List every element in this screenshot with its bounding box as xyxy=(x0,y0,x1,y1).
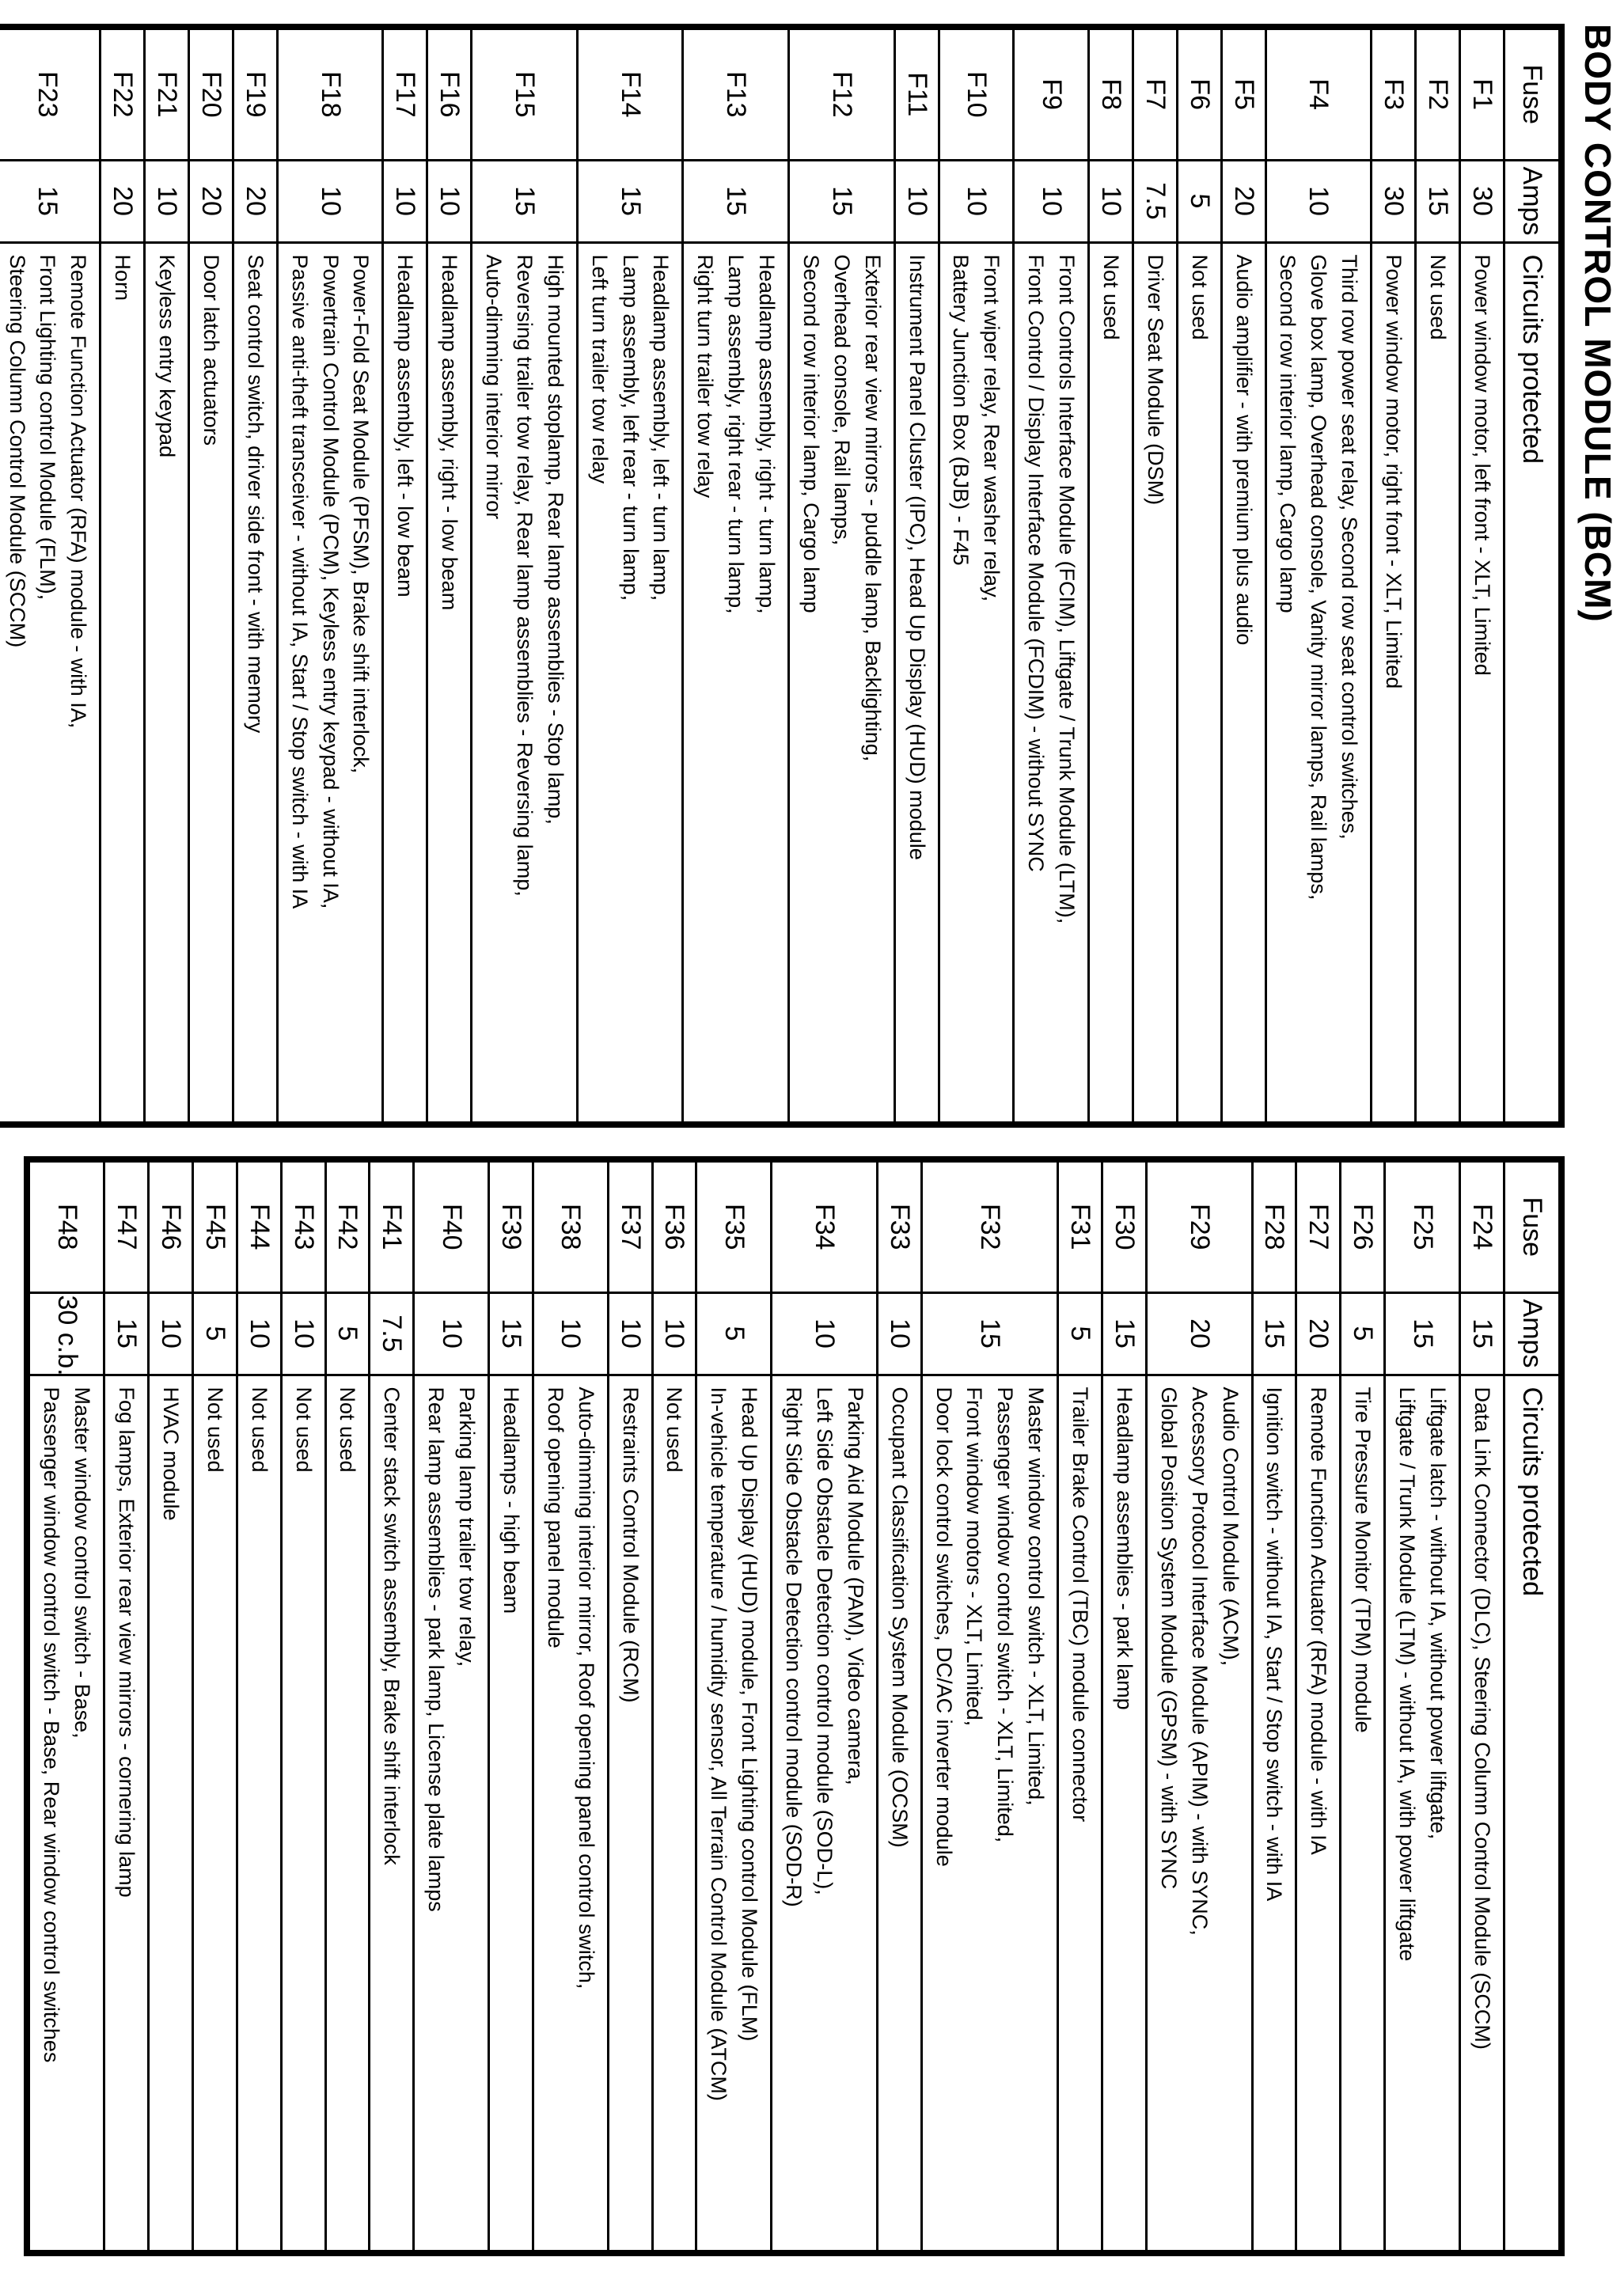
circuits-cell xyxy=(789,242,895,1125)
circuit-line: Powertrain Control Module (PCM), Keyless entry keypad - without IA, xyxy=(318,254,343,909)
circuit-line: Right Side Obstacle Detection control module (SOD-R) xyxy=(782,1386,806,1907)
amps-cell: 15 xyxy=(1102,1292,1147,1375)
amps-cell: 10 xyxy=(608,1292,652,1375)
table-row xyxy=(921,1159,1058,2253)
amps-cell: 7.5 xyxy=(1133,160,1177,242)
fuse-cell: F25 xyxy=(1385,1159,1460,1292)
circuit-line: Remote Function Actuator (RFA) module - with IA xyxy=(1307,1386,1331,1855)
table-row xyxy=(608,1159,652,2253)
circuit-line: Master window control switch - XLT, Limited, xyxy=(1024,1386,1049,1806)
fuse-cell: F38 xyxy=(533,1159,608,1292)
amps-cell: 10 xyxy=(894,160,939,242)
table-row xyxy=(237,1159,281,2253)
circuits-cell xyxy=(27,1375,104,2253)
table-row xyxy=(189,27,233,1125)
circuits-cell xyxy=(1265,242,1372,1125)
circuits-column-header: Circuits protected xyxy=(1504,1375,1561,2253)
table-row xyxy=(1252,1159,1296,2253)
amps-cell: 15 xyxy=(789,160,895,242)
circuit-line: Power window motor, right front - XLT, Limited xyxy=(1382,254,1406,689)
circuits-cell xyxy=(772,1375,878,2253)
circuit-line: Audio Control Module (ACM), xyxy=(1218,1386,1243,1667)
circuit-line: HVAC module xyxy=(158,1386,183,1521)
fuse-cell: F36 xyxy=(652,1159,696,1292)
fuse-cell: F26 xyxy=(1341,1159,1385,1292)
circuit-line: Front window motors - XLT, Limited, xyxy=(962,1386,987,1727)
fuse-cell: F43 xyxy=(281,1159,325,1292)
circuit-line: Ignition switch - without IA, Start / Stop switch - with IA xyxy=(1262,1386,1287,1902)
fuse-cell: F22 xyxy=(101,27,145,160)
circuits-cell xyxy=(696,1375,772,2253)
fuse-cell: F19 xyxy=(233,27,277,160)
circuit-line: Battery Junction Box (BJB) - F45 xyxy=(949,254,973,566)
circuit-line: Front Controls Interface Module (FCIM), Liftgate / Trunk Module (LTM), xyxy=(1055,254,1080,924)
table-row xyxy=(383,27,427,1125)
table-row xyxy=(1341,1159,1385,2253)
circuits-cell xyxy=(608,1375,652,2253)
circuit-line: Global Position System Module (GPSM) - with SYNC xyxy=(1156,1386,1181,1890)
circuit-line: Fog lamps, Exterior rear view mirrors - cornering lamp xyxy=(115,1386,139,1898)
amps-cell: 10 xyxy=(652,1292,696,1375)
circuits-cell xyxy=(1014,242,1089,1125)
circuits-cell xyxy=(472,242,578,1125)
table-row xyxy=(1385,1159,1460,2253)
amps-cell: 7.5 xyxy=(370,1292,414,1375)
amps-cell: 15 xyxy=(0,160,101,242)
amps-cell: 10 xyxy=(877,1292,921,1375)
circuit-line: Center stack switch assembly, Brake shift interlock xyxy=(380,1386,404,1865)
circuit-line: Second row interior lamp, Cargo lamp xyxy=(799,254,823,613)
circuits-cell xyxy=(577,242,683,1125)
amps-cell: 5 xyxy=(325,1292,370,1375)
fuse-cell: F47 xyxy=(104,1159,149,1292)
fuse-cell: F20 xyxy=(189,27,233,160)
circuit-line: Liftgate / Trunk Module (LTM) - without IA, with power liftgate xyxy=(1395,1386,1420,1962)
amps-cell: 15 xyxy=(104,1292,149,1375)
circuits-cell xyxy=(1221,242,1265,1125)
circuit-line: Passenger window control switch - Base, Rear window control switches xyxy=(40,1386,64,2063)
circuits-cell xyxy=(104,1375,149,2253)
table-row xyxy=(27,1159,104,2253)
fuse-cell: F34 xyxy=(772,1159,878,1292)
circuit-line: Front Control / Display Interface Module (FCDIM) - without SYNC xyxy=(1024,254,1049,872)
amps-cell: 20 xyxy=(189,160,233,242)
amps-column-header: Amps xyxy=(1504,160,1561,242)
table-row xyxy=(0,27,101,1125)
amps-cell: 10 xyxy=(383,160,427,242)
amps-cell: 5 xyxy=(1058,1292,1102,1375)
circuits-cell xyxy=(1372,242,1416,1125)
circuit-line: In-vehicle temperature / humidity sensor, All Terrain Control Module (ATCM) xyxy=(707,1386,731,2101)
fuse-column-header: Fuse xyxy=(1504,27,1561,160)
circuit-line: Passenger window control switch - XLT, Limited, xyxy=(993,1386,1018,1843)
circuit-line: Steering Column Control Module (SCCM) xyxy=(5,254,29,648)
amps-cell: 20 xyxy=(1146,1292,1252,1375)
fuse-cell: F18 xyxy=(277,27,383,160)
page-title: BODY CONTROL MODULE (BCM) xyxy=(1577,24,1618,623)
amps-cell: 10 xyxy=(145,160,189,242)
fuse-cell: F46 xyxy=(149,1159,193,1292)
fuse-cell: F44 xyxy=(237,1159,281,1292)
circuit-line: Data Link Connector (DLC), Steering Column Control Module (SCCM) xyxy=(1470,1386,1494,2050)
table-row xyxy=(277,27,383,1125)
circuit-line: Overhead console, Rail lamps, xyxy=(829,254,854,546)
fuse-cell: F39 xyxy=(489,1159,533,1292)
circuits-cell xyxy=(281,1375,325,2253)
fuse-cell: F13 xyxy=(683,27,789,160)
circuit-line: Seat control switch, driver side front - with memory xyxy=(243,254,268,734)
fuse-cell: F2 xyxy=(1416,27,1460,160)
table-row xyxy=(104,1159,149,2253)
circuits-cell xyxy=(877,1375,921,2253)
amps-cell: 15 xyxy=(1385,1292,1460,1375)
circuit-line: Right turn trailer tow relay xyxy=(693,254,718,499)
fuse-cell: F7 xyxy=(1133,27,1177,160)
table-row xyxy=(325,1159,370,2253)
circuits-cell xyxy=(894,242,939,1125)
amps-cell: 10 xyxy=(1089,160,1133,242)
table-row xyxy=(414,1159,489,2253)
circuits-cell xyxy=(149,1375,193,2253)
fuse-cell: F12 xyxy=(789,27,895,160)
fuse-cell: F30 xyxy=(1102,1159,1147,1292)
circuit-line: Not used xyxy=(662,1386,687,1473)
circuit-line: Not used xyxy=(1187,254,1212,340)
circuits-cell xyxy=(1177,242,1221,1125)
circuits-cell xyxy=(1459,242,1504,1125)
circuits-column-header: Circuits protected xyxy=(1504,242,1561,1125)
circuit-line: Occupant Classification System Module (OCSM) xyxy=(887,1386,912,1848)
table-row xyxy=(533,1159,608,2253)
fuse-cell: F11 xyxy=(894,27,939,160)
circuit-line: Driver Seat Module (DSM) xyxy=(1143,254,1167,506)
circuit-line: Power-Fold Seat Module (PFSM), Brake shift interlock, xyxy=(349,254,374,774)
fuse-cell: F21 xyxy=(145,27,189,160)
table-row xyxy=(789,27,895,1125)
circuits-cell xyxy=(277,242,383,1125)
circuit-line: Left Side Obstacle Detection control module (SOD-L), xyxy=(812,1386,837,1895)
amps-cell: 20 xyxy=(101,160,145,242)
table-row xyxy=(101,27,145,1125)
fuse-cell: F37 xyxy=(608,1159,652,1292)
circuit-line: Second row interior lamp, Cargo lamp xyxy=(1276,254,1300,613)
table-row xyxy=(1014,27,1089,1125)
table-row xyxy=(772,1159,878,2253)
table-row xyxy=(233,27,277,1125)
amps-cell: 15 xyxy=(472,160,578,242)
fuse-cell: F16 xyxy=(427,27,472,160)
circuits-cell xyxy=(383,242,427,1125)
table-row xyxy=(1133,27,1177,1125)
circuits-cell xyxy=(683,242,789,1125)
fuse-table-1 xyxy=(0,24,1565,1128)
fuse-cell: F8 xyxy=(1089,27,1133,160)
circuits-cell xyxy=(1089,242,1133,1125)
circuit-line: Exterior rear view mirrors - puddle lamp, Backlighting, xyxy=(860,254,885,762)
circuit-line: Lamp assembly, left rear - turn lamp, xyxy=(618,254,643,601)
table-row xyxy=(1416,27,1460,1125)
circuit-line: Not used xyxy=(247,1386,271,1473)
circuit-line: Horn xyxy=(111,254,135,302)
circuit-line: Head Up Display (HUD) module, Front Lighting control Module (FLM) xyxy=(738,1386,762,2042)
circuit-line: Not used xyxy=(291,1386,316,1473)
fuse-cell: F40 xyxy=(414,1159,489,1292)
circuits-cell xyxy=(1341,1375,1385,2253)
table-row xyxy=(1221,27,1265,1125)
amps-cell: 5 xyxy=(192,1292,237,1375)
fuse-cell: F32 xyxy=(921,1159,1058,1292)
table-row xyxy=(577,27,683,1125)
circuit-line: Audio amplifier - with premium plus audio xyxy=(1231,254,1256,646)
circuit-line: Glove box lamp, Overhead console, Vanity mirror lamps, Rail lamps, xyxy=(1307,254,1331,901)
circuit-line: Lamp assembly, right rear - turn lamp, xyxy=(724,254,749,614)
circuits-cell xyxy=(533,1375,608,2253)
amps-cell: 10 xyxy=(939,160,1014,242)
circuits-cell xyxy=(414,1375,489,2253)
amps-cell: 10 xyxy=(237,1292,281,1375)
fuse-cell: F10 xyxy=(939,27,1014,160)
amps-cell: 30 xyxy=(1459,160,1504,242)
circuit-line: Liftgate latch - without IA, without power liftgate, xyxy=(1425,1386,1450,1840)
table-row xyxy=(696,1159,772,2253)
fuse-cell: F4 xyxy=(1265,27,1372,160)
circuit-line: Headlamp assembly, right - turn lamp, xyxy=(755,254,780,614)
circuit-line: Restraints Control Module (RCM) xyxy=(618,1386,643,1703)
table-header-row xyxy=(1504,1159,1561,2253)
amps-cell: 20 xyxy=(1296,1292,1341,1375)
fuse-cell: F48 xyxy=(27,1159,104,1292)
fuse-cell: F9 xyxy=(1014,27,1089,160)
circuits-cell xyxy=(1296,1375,1341,2253)
amps-cell: 15 xyxy=(489,1292,533,1375)
circuit-line: Instrument Panel Cluster (IPC), Head Up Display (HUD) module xyxy=(905,254,929,860)
amps-cell: 15 xyxy=(1459,1292,1504,1375)
circuit-line: Parking lamp trailer tow relay, xyxy=(455,1386,480,1667)
table-row xyxy=(1177,27,1221,1125)
circuit-line: Roof opening panel module xyxy=(543,1386,567,1648)
circuit-line: Parking Aid Module (PAM), Video camera, xyxy=(843,1386,867,1785)
circuits-cell xyxy=(652,1375,696,2253)
amps-cell: 15 xyxy=(921,1292,1058,1375)
table-row xyxy=(877,1159,921,2253)
table-row xyxy=(1102,1159,1147,2253)
circuit-line: Master window control switch - Base, xyxy=(70,1386,95,1739)
circuits-cell xyxy=(427,242,472,1125)
table-row xyxy=(149,1159,193,2253)
circuit-line: Accessory Protocol Interface Module (APIM) - with SYNC, xyxy=(1187,1386,1212,1936)
fuse-column-header: Fuse xyxy=(1504,1159,1561,1292)
fuse-cell: F31 xyxy=(1058,1159,1102,1292)
amps-cell: 5 xyxy=(1341,1292,1385,1375)
circuit-line: Headlamp assembly, left - turn lamp, xyxy=(649,254,674,601)
circuit-line: Remote Function Actuator (RFA) module - with IA, xyxy=(66,254,91,729)
circuit-line: Power window motor, left front - XLT, Limited xyxy=(1470,254,1494,676)
fuse-cell: F14 xyxy=(577,27,683,160)
amps-cell: 5 xyxy=(696,1292,772,1375)
circuit-line: Not used xyxy=(1098,254,1123,340)
circuits-cell xyxy=(237,1375,281,2253)
circuits-cell xyxy=(192,1375,237,2253)
circuits-cell xyxy=(325,1375,370,2253)
amps-column-header: Amps xyxy=(1504,1292,1561,1375)
amps-cell: 10 xyxy=(281,1292,325,1375)
fuse-cell: F41 xyxy=(370,1159,414,1292)
circuit-line: Keyless entry keypad xyxy=(155,254,180,458)
amps-cell: 10 xyxy=(533,1292,608,1375)
fuse-cell: F28 xyxy=(1252,1159,1296,1292)
amps-cell: 15 xyxy=(683,160,789,242)
circuit-line: Not used xyxy=(336,1386,360,1473)
circuits-cell xyxy=(370,1375,414,2253)
amps-cell: 30 xyxy=(1372,160,1416,242)
table-row xyxy=(1459,1159,1504,2253)
table-row xyxy=(472,27,578,1125)
amps-cell: 20 xyxy=(233,160,277,242)
amps-cell: 10 xyxy=(1265,160,1372,242)
circuits-cell xyxy=(1252,1375,1296,2253)
table-row xyxy=(145,27,189,1125)
table-row xyxy=(1058,1159,1102,2253)
amps-cell: 10 xyxy=(277,160,383,242)
circuits-cell xyxy=(189,242,233,1125)
circuits-cell xyxy=(1146,1375,1252,2253)
circuit-line: Passive anti-theft transceiver - without IA, Start / Stop switch - with IA xyxy=(287,254,312,909)
circuit-line: Front Lighting control Module (FLM), xyxy=(36,254,60,601)
circuit-line: High mounted stoplamp, Rear lamp assemblies - Stop lamp, xyxy=(543,254,567,825)
table-row xyxy=(1146,1159,1252,2253)
circuits-cell xyxy=(145,242,189,1125)
circuit-line: Headlamp assembly, right - low beam xyxy=(438,254,462,611)
table-row xyxy=(281,1159,325,2253)
amps-cell: 10 xyxy=(427,160,472,242)
table-row xyxy=(894,27,939,1125)
fuse-cell: F29 xyxy=(1146,1159,1252,1292)
table-row xyxy=(1459,27,1504,1125)
table-row xyxy=(1372,27,1416,1125)
amps-cell: 15 xyxy=(577,160,683,242)
circuits-cell xyxy=(921,1375,1058,2253)
circuits-cell xyxy=(233,242,277,1125)
table-row xyxy=(939,27,1014,1125)
amps-cell: 10 xyxy=(149,1292,193,1375)
amps-cell: 15 xyxy=(1416,160,1460,242)
table-row xyxy=(489,1159,533,2253)
fuse-cell: F3 xyxy=(1372,27,1416,160)
table-row xyxy=(652,1159,696,2253)
fuse-cell: F15 xyxy=(472,27,578,160)
circuits-cell xyxy=(1058,1375,1102,2253)
table-row xyxy=(683,27,789,1125)
table-row xyxy=(370,1159,414,2253)
fuse-cell: F5 xyxy=(1221,27,1265,160)
circuits-cell xyxy=(1133,242,1177,1125)
circuits-cell xyxy=(1416,242,1460,1125)
fuse-cell: F42 xyxy=(325,1159,370,1292)
circuits-cell xyxy=(1459,1375,1504,2253)
amps-cell: 15 xyxy=(1252,1292,1296,1375)
table-row xyxy=(427,27,472,1125)
circuit-line: Door lock control switches, DC/AC inverter module xyxy=(932,1386,956,1867)
circuit-line: Reversing trailer tow relay, Rear lamp assemblies - Reversing lamp, xyxy=(512,254,537,897)
fuse-cell: F35 xyxy=(696,1159,772,1292)
circuit-line: Headlamps - high beam xyxy=(499,1386,523,1614)
amps-cell: 5 xyxy=(1177,160,1221,242)
amps-cell: 10 xyxy=(1014,160,1089,242)
circuit-line: Auto-dimming interior mirror xyxy=(482,254,507,520)
table-row xyxy=(1265,27,1372,1125)
fuse-table-2 xyxy=(24,1156,1564,2256)
circuit-line: Not used xyxy=(203,1386,227,1473)
circuit-line: Door latch actuators xyxy=(199,254,223,446)
circuit-line: Third row power seat relay, Second row seat control switches, xyxy=(1338,254,1362,840)
table-row xyxy=(1089,27,1133,1125)
amps-cell: 30 c.b. xyxy=(27,1292,104,1375)
table-row xyxy=(1296,1159,1341,2253)
circuit-line: Trailer Brake Control (TBC) module connector xyxy=(1068,1386,1093,1823)
fuse-cell: F24 xyxy=(1459,1159,1504,1292)
circuit-line: Headlamp assembly, left - low beam xyxy=(393,254,418,597)
fuse-cell: F17 xyxy=(383,27,427,160)
circuit-line: Tire Pressure Monitor (TPM) module xyxy=(1351,1386,1375,1733)
fuse-cell: F45 xyxy=(192,1159,237,1292)
amps-cell: 10 xyxy=(414,1292,489,1375)
circuit-line: Not used xyxy=(1425,254,1450,340)
circuits-cell xyxy=(0,242,101,1125)
circuit-line: Headlamp assemblies - park lamp xyxy=(1112,1386,1136,1710)
circuits-cell xyxy=(1385,1375,1460,2253)
circuits-cell xyxy=(939,242,1014,1125)
table-header-row xyxy=(1504,27,1561,1125)
amps-cell: 10 xyxy=(772,1292,878,1375)
circuit-line: Left turn trailer tow relay xyxy=(587,254,612,484)
fuse-cell: F6 xyxy=(1177,27,1221,160)
amps-cell: 20 xyxy=(1221,160,1265,242)
table-row xyxy=(192,1159,237,2253)
fuse-cell: F27 xyxy=(1296,1159,1341,1292)
tables-container xyxy=(0,24,1565,2276)
circuit-line: Rear lamp assemblies - park lamp, License plate lamps xyxy=(424,1386,449,1912)
circuits-cell xyxy=(489,1375,533,2253)
fuse-cell: F1 xyxy=(1459,27,1504,160)
circuit-line: Front wiper relay, Rear washer relay, xyxy=(980,254,1004,602)
fuse-cell: F23 xyxy=(0,27,101,160)
circuit-line: Auto-dimming interior mirror, Roof opening panel control switch, xyxy=(574,1386,598,1990)
circuits-cell xyxy=(1102,1375,1147,2253)
circuits-cell xyxy=(101,242,145,1125)
fuse-cell: F33 xyxy=(877,1159,921,1292)
